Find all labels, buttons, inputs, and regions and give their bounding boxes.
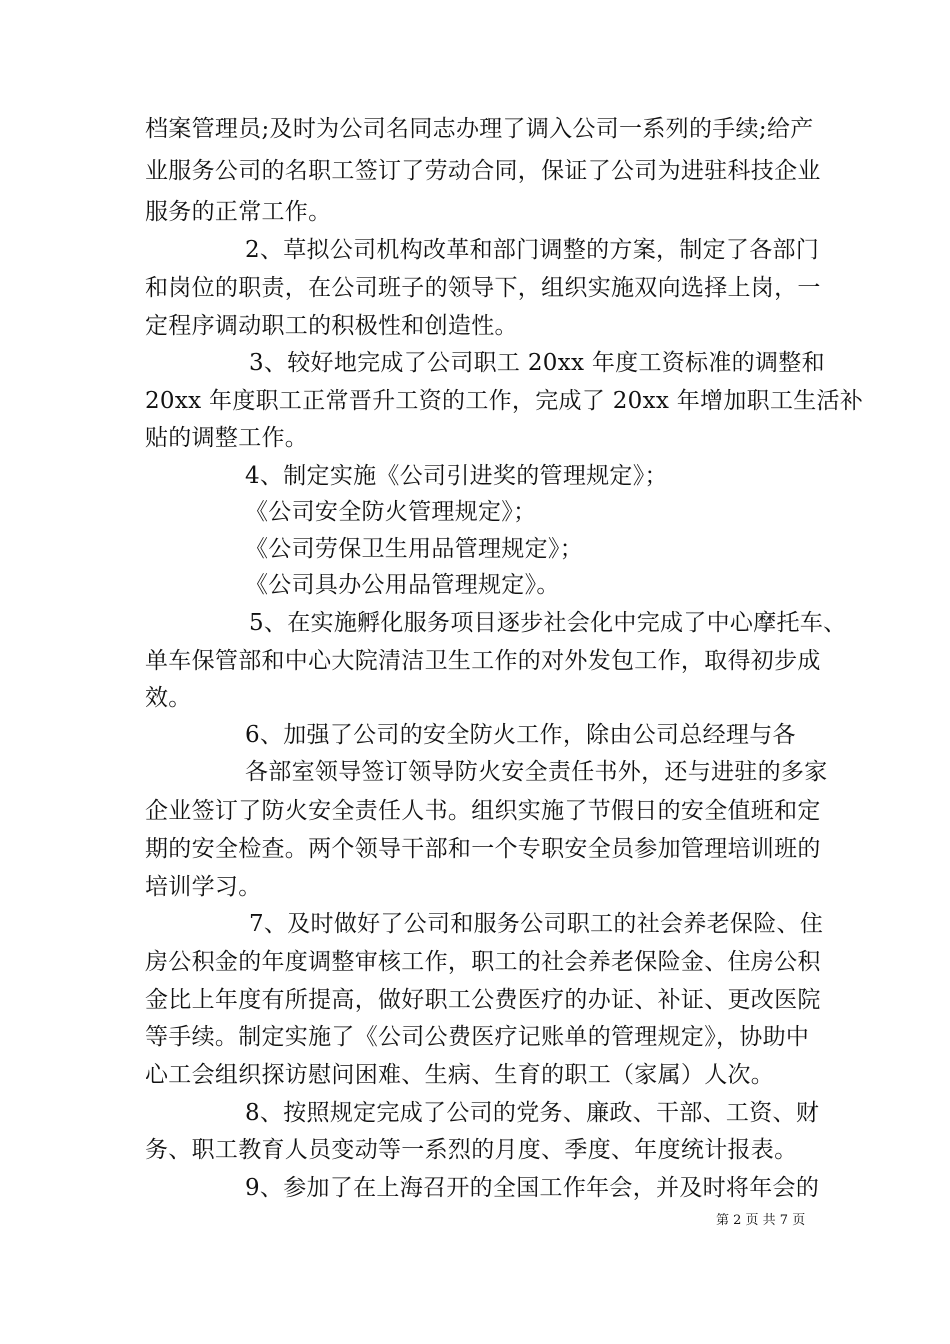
text-line: 各部室领导签订领导防火安全责任书外，还与进驻的多家 xyxy=(245,759,828,785)
text-line: 培训学习。 xyxy=(145,874,262,900)
text-line: 2、草拟公司机构改革和部门调整的方案，制定了各部门 xyxy=(245,237,820,263)
text-line: 业服务公司的名职工签订了劳动合同，保证了公司为进驻科技企业 xyxy=(145,158,821,184)
text-line: 4、制定实施《公司引进奖的管理规定》； xyxy=(245,463,668,489)
text-line: 5、在实施孵化服务项目逐步社会化中完成了中心摩托车、 xyxy=(249,610,847,636)
text-line: 心工会组织探访慰问困难、生病、生育的职工（家属）人次。 xyxy=(145,1062,775,1088)
text-line: 服务的正常工作。 xyxy=(145,199,332,225)
text-line: 和岗位的职责，在公司班子的领导下，组织实施双向选择上岗，一 xyxy=(145,275,821,301)
text-line: 9、参加了在上海召开的全国工作年会，并及时将年会的 xyxy=(245,1175,820,1201)
text-line: 8、按照规定完成了公司的党务、廉政、干部、工资、财 xyxy=(245,1100,820,1126)
text-line: 3、较好地完成了公司职工 20xx 年度工资标准的调整和 xyxy=(249,350,825,376)
text-line: 6、加强了公司的安全防火工作，除由公司总经理与各 xyxy=(245,722,796,748)
text-line: 金比上年度有所提高，做好职工公费医疗的办证、补证、更改医院 xyxy=(145,987,821,1013)
text-line: 效。 xyxy=(145,685,192,711)
text-line: 7、及时做好了公司和服务公司职工的社会养老保险、住 xyxy=(249,911,824,937)
text-line: 企业签订了防火安全责任人书。组织实施了节假日的安全值班和定 xyxy=(145,798,821,824)
text-line: 20xx 年度职工正常晋升工资的工作，完成了 20xx 年增加职工生活补 xyxy=(145,388,864,414)
page-number-footer: 第 2 页 共 7 页 xyxy=(716,1213,806,1228)
text-line: 等手续。制定实施了《公司公费医疗记账单的管理规定》，协助中 xyxy=(145,1024,810,1050)
text-line: 档案管理员;及时为公司名同志办理了调入公司一系列的手续;给产 xyxy=(145,116,814,142)
text-line: 房公积金的年度调整审核工作，职工的社会养老保险金、住房公积 xyxy=(145,949,821,975)
text-line: 《公司安全防火管理规定》； xyxy=(245,499,537,525)
text-line: 单车保管部和中心大院清洁卫生工作的对外发包工作，取得初步成 xyxy=(145,648,821,674)
text-line: 期的安全检查。两个领导干部和一个专职安全员参加管理培训班的 xyxy=(145,836,821,862)
text-line: 定程序调动职工的积极性和创造性。 xyxy=(145,313,518,339)
text-line: 《公司劳保卫生用品管理规定》； xyxy=(245,536,583,562)
text-line: 《公司具办公用品管理规定》。 xyxy=(245,572,560,598)
text-line: 务、职工教育人员变动等一系烈的月度、季度、年度统计报表。 xyxy=(145,1137,798,1163)
text-line: 贴的调整工作。 xyxy=(145,425,309,451)
